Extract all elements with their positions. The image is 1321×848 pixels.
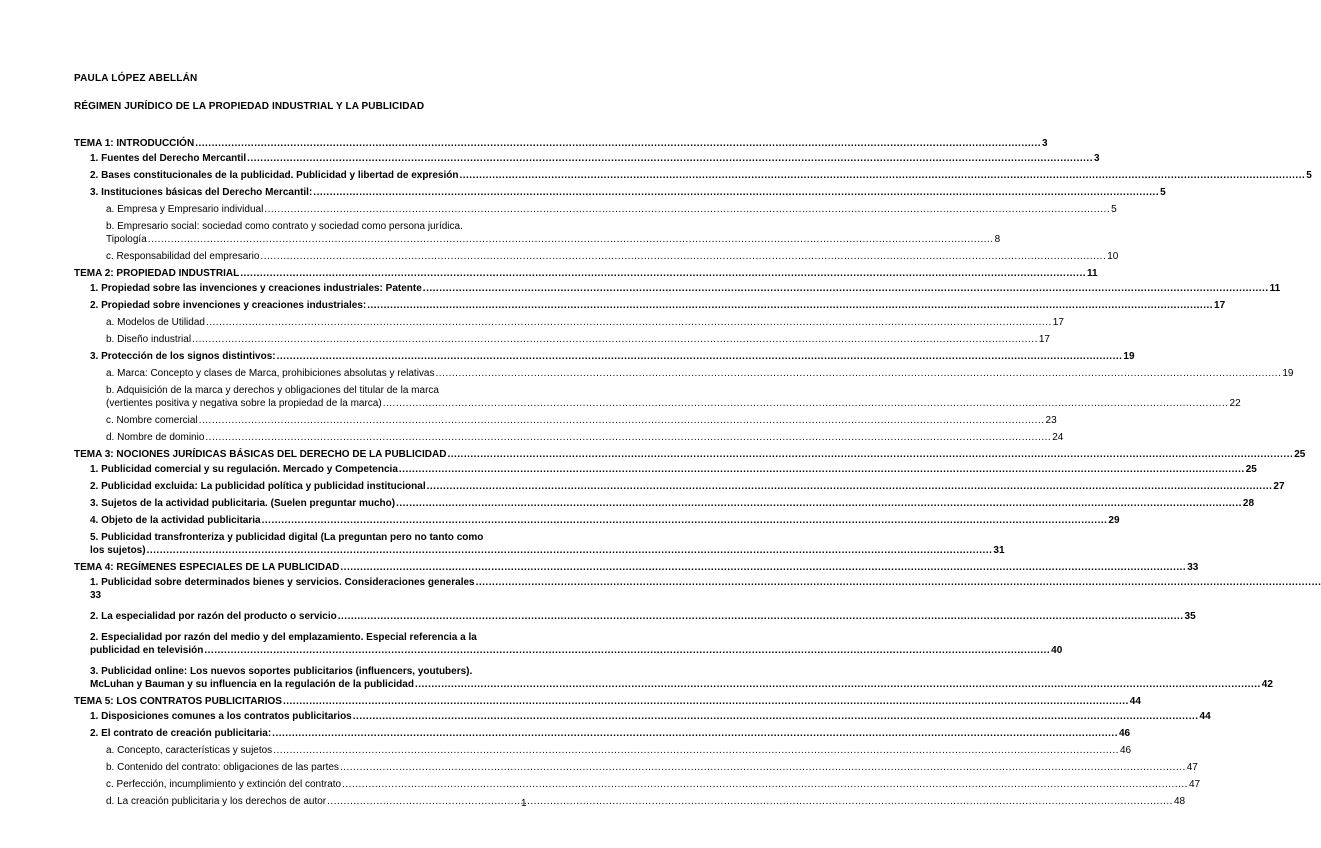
toc-entry-tema-5[interactable]	[74, 695, 1141, 708]
toc-entry[interactable]	[90, 514, 1120, 527]
toc-entry[interactable]	[106, 778, 1201, 791]
toc-label: 4. Objeto de la actividad publicitaria	[90, 515, 261, 526]
toc-label: a. Empresa y Empresario individual	[106, 204, 264, 215]
toc-label: d. Nombre de dominio	[106, 432, 205, 443]
toc-entry[interactable]	[90, 610, 1196, 623]
toc-entry[interactable]	[90, 727, 1131, 740]
toc-page: 33	[90, 590, 102, 601]
toc-label-cont: publicidad en televisión	[90, 645, 204, 656]
page-number: 1	[521, 798, 527, 809]
toc-page: 3	[1093, 153, 1100, 164]
toc-label: TEMA 2: PROPIEDAD INDUSTRIAL	[74, 268, 240, 279]
toc-label: 3. Sujetos de la actividad publicitaria. (Suelen preguntar mucho)	[90, 498, 396, 509]
toc-page: 23	[1045, 415, 1057, 426]
toc-page: 46	[1120, 745, 1132, 756]
toc-entry[interactable]	[90, 186, 1166, 199]
toc-entry[interactable]	[90, 282, 1281, 295]
toc-page: 31	[993, 545, 1005, 556]
toc-entry[interactable]	[106, 203, 1117, 216]
toc-label: 2. Propiedad sobre invenciones y creaciones industriales:	[90, 300, 367, 311]
toc-page: 42	[1261, 679, 1273, 690]
toc-entry[interactable]	[106, 761, 1198, 774]
toc-label: TEMA 3: NOCIONES JURÍDICAS BÁSICAS DEL DERECHO DE LA PUBLICIDAD	[74, 449, 447, 460]
toc-page: 19	[1123, 351, 1135, 362]
toc-label: 2. El contrato de creación publicitaria:	[90, 728, 272, 739]
toc-entry[interactable]	[90, 463, 1257, 476]
toc-page: 27	[1273, 481, 1285, 492]
toc-entry[interactable]	[90, 576, 530, 602]
toc-label-cont: Tipología	[106, 234, 147, 245]
toc-label: 1. Publicidad comercial y su regulación. Mercado y Competencia	[90, 464, 398, 475]
toc-label: 3. Publicidad online: Los nuevos soportes publicitarios (influencers, youtubers).	[90, 666, 473, 677]
toc-page: 35	[1184, 611, 1196, 622]
toc-entry[interactable]	[106, 795, 1186, 808]
author-name: PAULA LÓPEZ ABELLÁN	[74, 73, 198, 84]
toc-label: b. Contenido del contrato: obligaciones de las partes	[106, 762, 339, 773]
toc-page: 44	[1199, 711, 1211, 722]
toc-page: 5	[1160, 187, 1166, 198]
toc-label: d. La creación publicitaria y los derechos de autor	[106, 796, 327, 807]
toc-entry[interactable]	[106, 220, 1001, 246]
toc-page: 28	[1242, 498, 1255, 509]
toc-label-cont: los sujetos)	[90, 545, 146, 556]
toc-entry-tema-3[interactable]	[74, 448, 1306, 461]
toc-entry[interactable]	[106, 316, 1064, 329]
toc-page: 10	[1107, 251, 1119, 262]
toc-label: 3. Protección de los signos distintivos:	[90, 351, 276, 362]
toc-label: c. Responsabilidad del empresario	[106, 251, 260, 262]
toc-label: c. Perfección, incumplimiento y extinción del contrato	[106, 779, 342, 790]
toc-entry[interactable]	[106, 333, 1050, 346]
toc-entry[interactable]	[90, 631, 1063, 657]
toc-label-cont: (vertientes positiva y negativa sobre la propiedad de la marca)	[106, 398, 382, 409]
toc-entry[interactable]	[90, 299, 1226, 312]
toc-label: c. Nombre comercial	[106, 415, 198, 426]
toc-page: 25	[1245, 464, 1257, 475]
toc-page: 48	[1173, 796, 1186, 807]
toc-label: 1. Fuentes del Derecho Mercantil	[90, 153, 247, 164]
toc-entry[interactable]	[90, 710, 1211, 723]
toc-page: 24	[1052, 432, 1064, 443]
toc-entry[interactable]	[106, 744, 1132, 757]
toc-label: b. Diseño industrial	[106, 334, 192, 345]
toc-page: 47	[1188, 779, 1201, 790]
toc-label: TEMA 1: INTRODUCCIÓN	[74, 138, 195, 149]
toc-page: 29	[1108, 515, 1120, 526]
toc-entry[interactable]	[90, 152, 1100, 165]
toc-entry[interactable]	[90, 350, 1135, 363]
toc-label-cont: McLuhan y Bauman y su influencia en la regulación de la publicidad	[90, 679, 414, 690]
toc-page: 11	[1087, 268, 1098, 279]
toc-label: 3. Instituciones básicas del Derecho Mercantil:	[90, 187, 313, 198]
toc-entry-tema-2[interactable]	[74, 267, 1098, 280]
toc-page: 40	[1051, 645, 1063, 656]
toc-page: 22	[1229, 398, 1241, 409]
toc-page: 19	[1282, 368, 1294, 379]
toc-page: 17	[1038, 334, 1050, 345]
toc-entry[interactable]	[106, 384, 1241, 410]
toc-entry[interactable]	[106, 414, 1057, 427]
toc-page: 5	[1111, 204, 1117, 215]
toc-label: 1. Publicidad sobre determinados bienes y servicios. Consideraciones generales	[90, 577, 475, 588]
toc-page: 5	[1306, 170, 1312, 181]
toc-entry[interactable]	[90, 169, 1312, 182]
toc-page: 8	[994, 234, 1001, 245]
toc-label: 2. Publicidad excluida: La publicidad política y publicidad institucional	[90, 481, 426, 492]
toc-label: TEMA 4: REGÍMENES ESPECIALES DE LA PUBLICIDAD	[74, 562, 340, 573]
toc-label: 2. La especialidad por razón del producto o servicio	[90, 611, 337, 622]
table-of-contents	[74, 137, 1312, 812]
toc-entry[interactable]	[106, 367, 1294, 380]
toc-label: 2. Especialidad por razón del medio y del emplazamiento. Especial referencia a la	[90, 632, 477, 643]
document-title: RÉGIMEN JURÍDICO DE LA PROPIEDAD INDUSTRIAL Y LA PUBLICIDAD	[74, 101, 425, 112]
toc-page: 33	[1187, 562, 1199, 573]
toc-label: 1. Propiedad sobre las invenciones y creaciones industriales: Patente	[90, 283, 422, 294]
toc-entry[interactable]	[90, 665, 1273, 691]
toc-label: a. Modelos de Utilidad	[106, 317, 205, 328]
toc-label: b. Empresario social: sociedad como contrato y sociedad como persona jurídica.	[106, 221, 463, 232]
toc-entry[interactable]	[90, 480, 1285, 493]
toc-page: 44	[1129, 696, 1141, 707]
toc-page: 3	[1042, 138, 1048, 149]
toc-label: 2. Bases constitucionales de la publicidad. Publicidad y libertad de expresión	[90, 170, 459, 181]
toc-label: b. Adquisición de la marca y derechos y obligaciones del titular de la marca	[106, 385, 439, 396]
toc-label: TEMA 5: LOS CONTRATOS PUBLICITARIOS	[74, 696, 282, 707]
toc-page: 25	[1294, 449, 1306, 460]
toc-entry[interactable]	[90, 497, 1255, 510]
toc-label: a. Marca: Concepto y clases de Marca, prohibiciones absolutas y relativas	[106, 368, 435, 379]
toc-page: 11	[1269, 283, 1281, 294]
toc-entry[interactable]	[90, 531, 1005, 557]
toc-entry-tema-4[interactable]	[74, 561, 1199, 574]
toc-page: 17	[1052, 317, 1064, 328]
toc-page: 17	[1214, 300, 1226, 311]
toc-entry[interactable]	[106, 250, 1119, 263]
toc-label: 1. Disposiciones comunes a los contratos publicitarios	[90, 711, 352, 722]
toc-page: 47	[1186, 762, 1198, 773]
toc-label: 5. Publicidad transfronteriza y publicidad digital (La preguntan pero no tanto como	[90, 532, 484, 543]
toc-entry[interactable]	[106, 431, 1064, 444]
toc-entry-tema-1[interactable]	[74, 137, 1048, 150]
toc-page: 46	[1118, 728, 1131, 739]
toc-label: a. Concepto, características y sujetos	[106, 745, 273, 756]
